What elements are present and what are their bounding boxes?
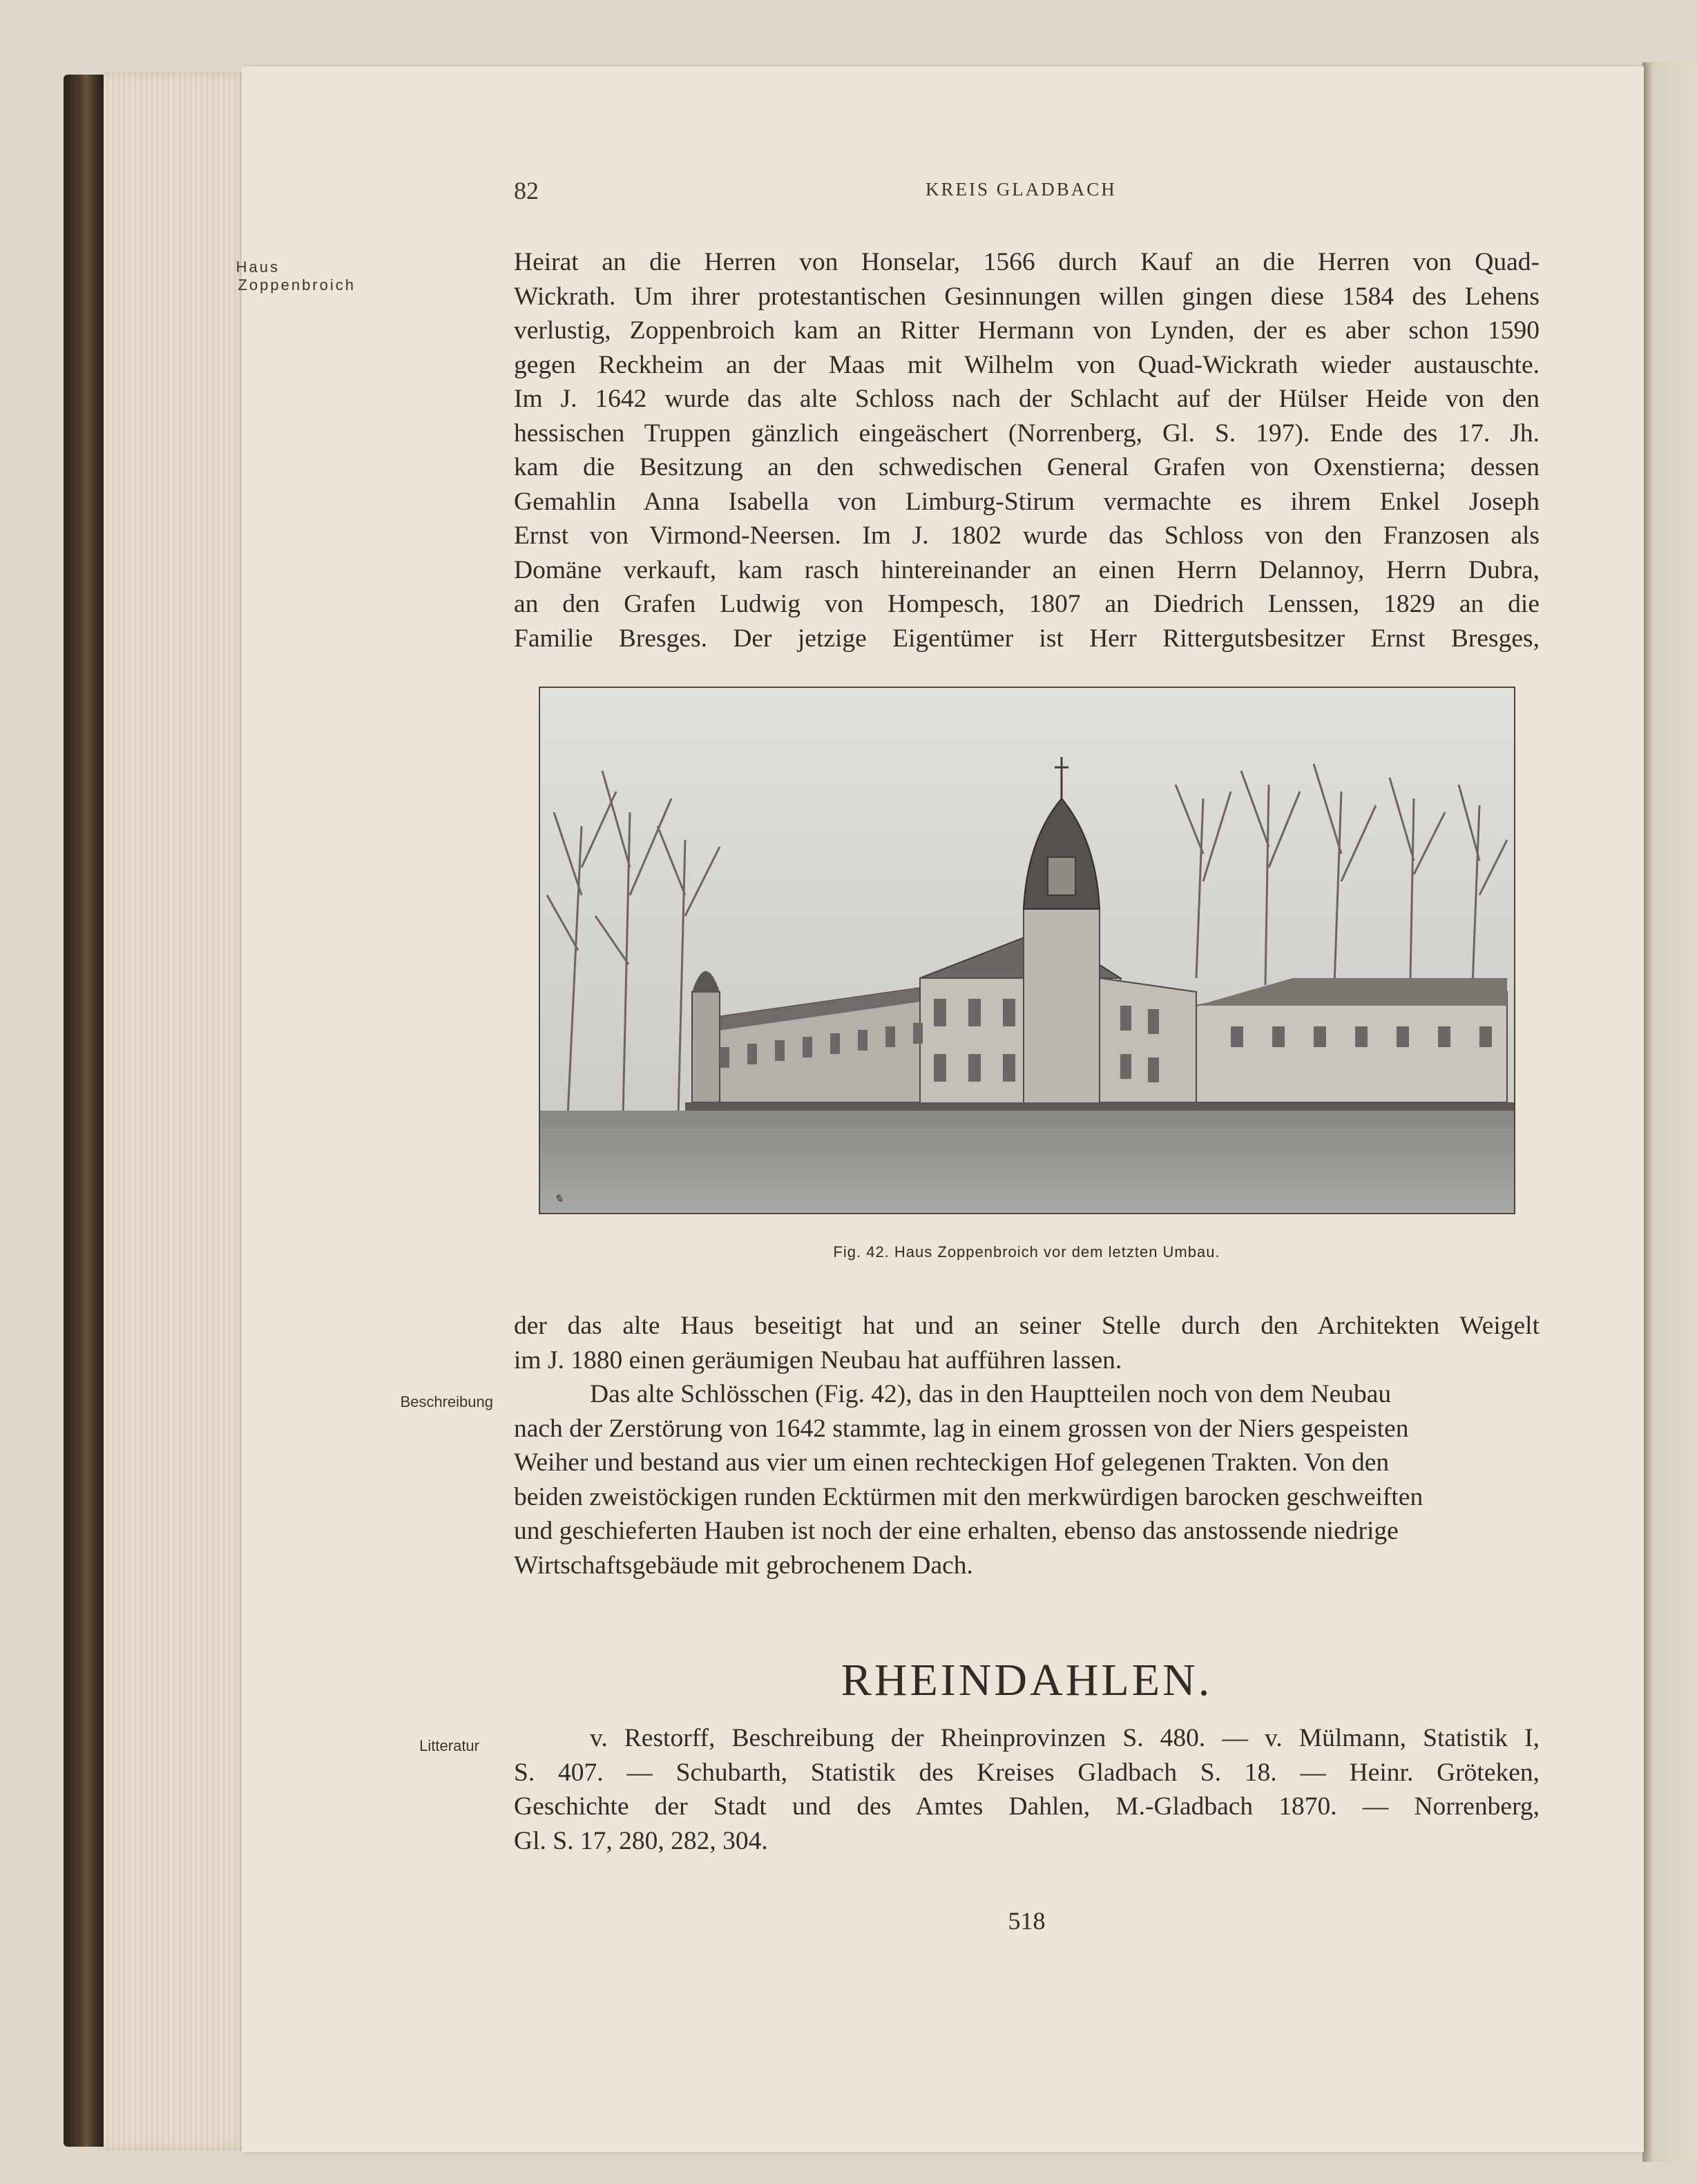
text-line: Ernst von Virmond-Neersen. Im J. 1802 wurde das Schloss von den Franzosen als bbox=[514, 521, 1540, 550]
next-page-edge bbox=[1642, 62, 1697, 2162]
castle-photo-illustration bbox=[540, 688, 1514, 1213]
text-line: beiden zweistöckigen runden Ecktürmen mit den merkwürdigen barocken geschweiften bbox=[514, 1482, 1423, 1511]
text-line: Gemahlin Anna Isabella von Limburg-Stirum vermachte es ihrem Enkel Joseph bbox=[514, 487, 1540, 516]
text-line: verlustig, Zoppenbroich kam an Ritter Hermann von Lynden, der es aber schon 1590 bbox=[514, 316, 1540, 345]
text-line: Weiher und bestand aus vier um einen rechteckigen Hof gelegenen Trakten. Von den bbox=[514, 1448, 1390, 1477]
sheet-number: 518 bbox=[1008, 1907, 1046, 1935]
literature-references bbox=[514, 1721, 1540, 1858]
text-line: S. 407. — Schubarth, Statistik des Kreises Gladbach S. 18. — Heinr. Gröteken, bbox=[514, 1758, 1540, 1787]
text-line: kam die Besitzung an den schwedischen General Grafen von Oxenstierna; dessen bbox=[514, 453, 1540, 481]
section-heading: RHEINDAHLEN. bbox=[841, 1655, 1213, 1705]
text-line: Heirat an die Herren von Honselar, 1566 durch Kauf an die Herren von Quad- bbox=[514, 248, 1540, 276]
margin-note-litteratur: Litteratur bbox=[419, 1737, 479, 1754]
paragraph-continuation bbox=[514, 1309, 1540, 1377]
text-line: und geschieferten Hauben ist noch der eine erhalten, ebenso das anstossende niedrige bbox=[514, 1517, 1399, 1545]
text-line: v. Restorff, Beschreibung der Rheinprovinzen S. 480. — v. Mülmann, Statistik I, bbox=[590, 1724, 1540, 1752]
figure-caption: Fig. 42. Haus Zoppenbroich vor dem letzten Umbau. bbox=[833, 1243, 1220, 1261]
paragraph-history bbox=[514, 245, 1540, 655]
text-line: nach der Zerstörung von 1642 stammte, lag in einem grossen von der Niers gespeisten bbox=[514, 1414, 1409, 1443]
text-line: der das alte Haus beseitigt hat und an seiner Stelle durch den Architekten Weigelt bbox=[514, 1312, 1540, 1340]
svg-text:✎: ✎ bbox=[554, 1194, 564, 1205]
book-spine bbox=[64, 75, 105, 2147]
text-line: Wickrath. Um ihrer protestantischen Gesinnungen willen gingen diese 1584 des Lehens bbox=[514, 282, 1540, 311]
text-line: Wirtschaftsgebäude mit gebrochenem Dach. bbox=[514, 1551, 973, 1580]
page-number: 82 bbox=[514, 177, 539, 204]
running-title: KREIS GLADBACH bbox=[926, 179, 1117, 200]
text-line: Im J. 1642 wurde das alte Schloss nach der Schlacht auf der Hülser Heide von den bbox=[514, 385, 1540, 413]
text-line: Das alte Schlösschen (Fig. 42), das in den Hauptteilen noch von dem Neubau bbox=[590, 1380, 1392, 1408]
text-line: Geschichte der Stadt und des Amtes Dahlen, M.-Gladbach 1870. — Norrenberg, bbox=[514, 1792, 1540, 1821]
margin-note-haus: Haus Zoppenbroich bbox=[236, 258, 356, 294]
text-line: im J. 1880 einen geräumigen Neubau hat aufführen lassen. bbox=[514, 1345, 1122, 1374]
text-line: gegen Reckheim an der Maas mit Wilhelm von Quad-Wickrath wieder austauschte. bbox=[514, 350, 1540, 379]
text-line: hessischen Truppen gänzlich eingeäschert (Norrenberg, Gl. S. 197). Ende des 17. Jh. bbox=[514, 419, 1540, 448]
page-edges bbox=[104, 72, 250, 2151]
text-line: Gl. S. 17, 280, 282, 304. bbox=[514, 1826, 768, 1855]
shoreline bbox=[685, 1102, 1514, 1112]
text-line: Domäne verkauft, kam rasch hintereinander an einen Herrn Delannoy, Herrn Dubra, bbox=[514, 555, 1540, 584]
text-line: Familie Bresges. Der jetzige Eigentümer ist Herr Rittergutsbesitzer Ernst Bresges, bbox=[514, 624, 1540, 653]
running-header bbox=[514, 176, 1536, 211]
pond-water bbox=[540, 1111, 1514, 1213]
text-line: an den Grafen Ludwig von Hompesch, 1807 an Diedrich Lenssen, 1829 an die bbox=[514, 590, 1540, 618]
margin-note-beschreibung: Beschreibung bbox=[400, 1393, 493, 1410]
figure-photograph bbox=[539, 687, 1515, 1214]
paragraph-description bbox=[514, 1377, 1540, 1582]
